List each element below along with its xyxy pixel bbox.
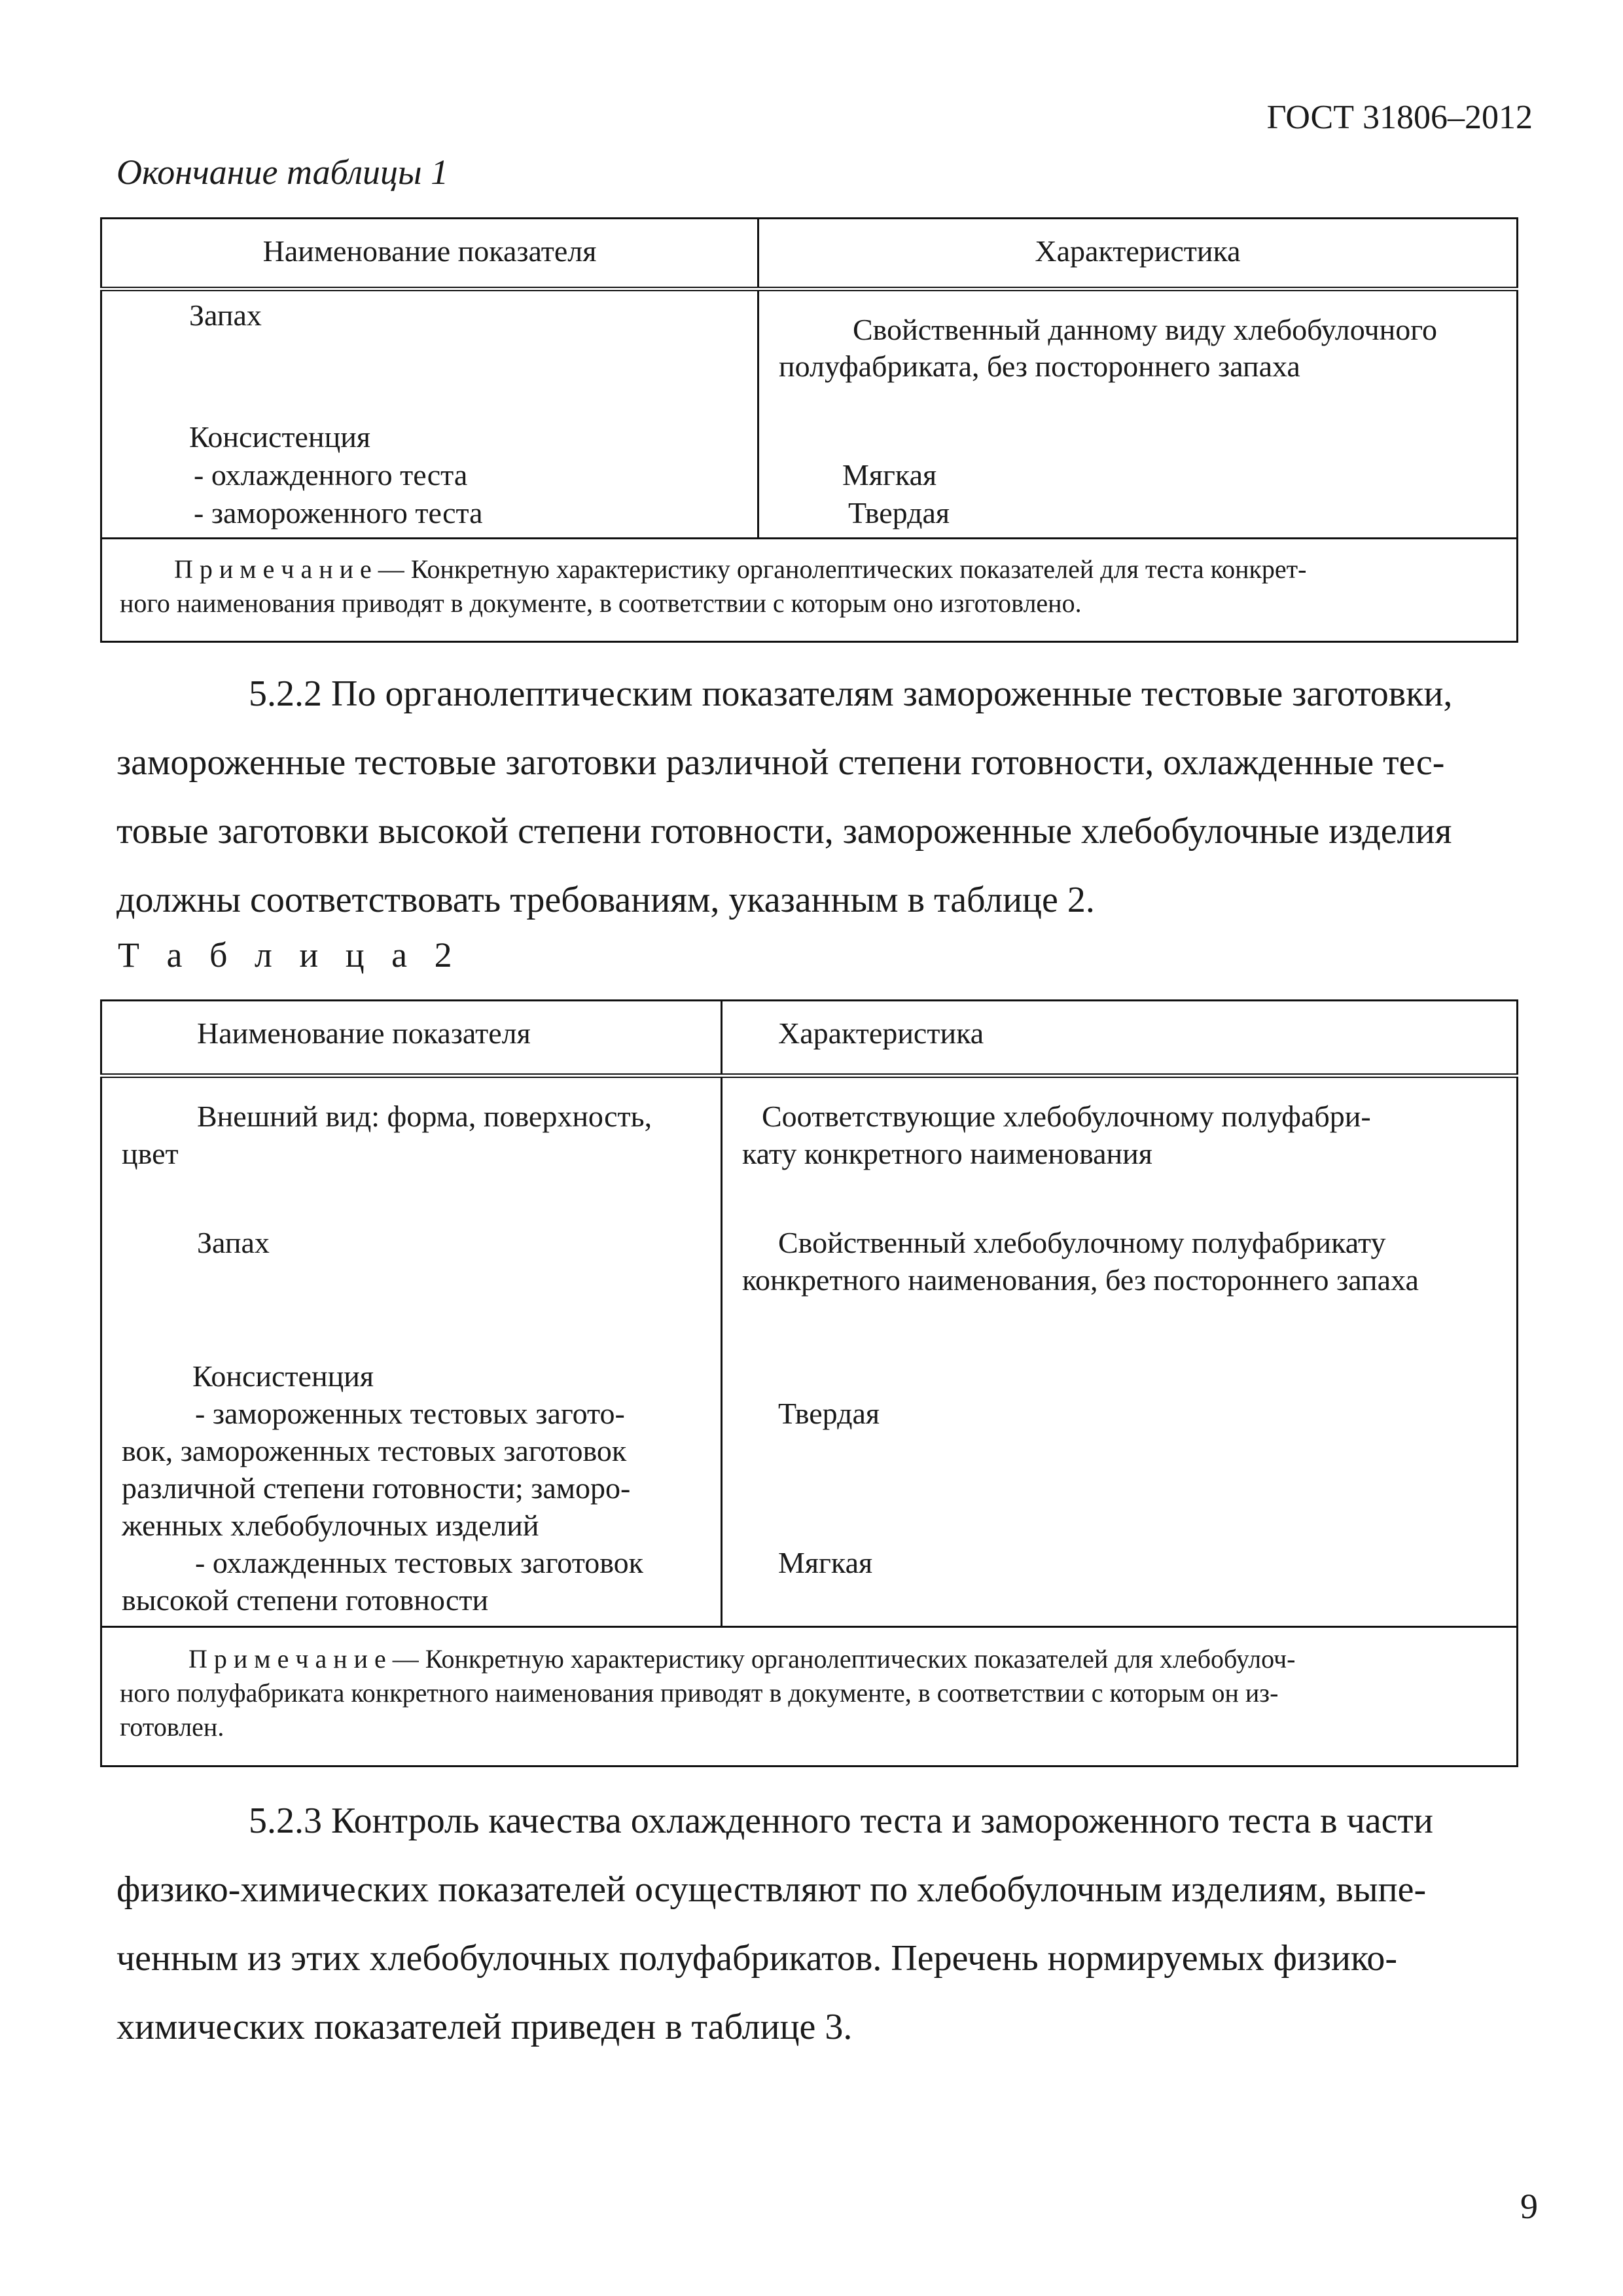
table1-values-cell [758, 289, 1518, 539]
table1-header-characteristic: Характеристика [758, 219, 1518, 289]
para-522-line: товые заготовки высокой степени готовности, замороженные хлебобулочные изделия [116, 811, 1452, 852]
table2-names-cell [101, 1076, 722, 1627]
table2-note-text-2: ного полуфабриката конкретного наименования приводят в документе, в соответствии с которым он из- [120, 1678, 1279, 1708]
document-code: ГОСТ 31806–2012 [1266, 99, 1533, 136]
table1-smell-value-2: полуфабриката, без постороннего запаха [779, 350, 1300, 383]
table2-caption: Т а б л и ц а 2 [118, 935, 461, 975]
table2-values-cell [722, 1076, 1518, 1627]
table1-chilled-value: Мягкая [842, 458, 937, 492]
table2-frozen-2: вок, замороженных тестовых заготовок [122, 1434, 627, 1467]
table1-names-cell [101, 289, 758, 539]
table1-frozen-value: Твердая [848, 496, 950, 529]
table2-header-row [101, 1001, 1518, 1076]
table1-header-name: Наименование показателя [101, 219, 758, 289]
table2-header-name: Наименование показателя [101, 1001, 722, 1076]
table2-consistency: Консистенция [192, 1359, 374, 1393]
table1-consistency: Консистенция [189, 420, 370, 454]
para-522-line: 5.2.2 По органолептическим показателям замороженные тестовые заготовки, [249, 673, 1453, 714]
para-523-line: химических показателей приведен в таблице 3. [116, 2007, 853, 2047]
table2-frozen-1: - замороженных тестовых загото- [195, 1397, 625, 1430]
table1-note-lead: П р и м е ч а н и е — [174, 554, 404, 584]
table2-frozen-value: Твердая [778, 1397, 880, 1430]
table2-smell-value-1: Свойственный хлебобулочному полуфабрикату [778, 1226, 1386, 1259]
table1-smell-value-1: Свойственный данному виду хлебобулочного [853, 313, 1438, 346]
page-number: 9 [1520, 2187, 1538, 2226]
table2-header-characteristic: Характеристика [722, 1001, 1518, 1076]
para-522-line: замороженные тестовые заготовки различной степени готовности, охлажденные тес- [116, 742, 1445, 783]
table1-note-text-2: ного наименования приводят в документе, в соответствии с которым оно изготовлено. [120, 588, 1082, 618]
paragraph-5-2-2 [116, 660, 1538, 935]
table2-note [101, 1627, 1518, 1767]
table1-frozen: - замороженного теста [194, 496, 483, 529]
table1 [100, 217, 1518, 643]
table2-appearance-1: Внешний вид: форма, поверхность, [197, 1100, 652, 1133]
table1-note [101, 539, 1518, 642]
table1-note-row [101, 539, 1518, 642]
table1-note-text-1: Конкретную характеристику органолептических показателей для теста конкрет- [410, 554, 1307, 584]
table2-smell-value-2: конкретного наименования, без постороннего запаха [742, 1263, 1419, 1297]
table2-smell: Запах [197, 1226, 270, 1259]
para-523-line: 5.2.3 Контроль качества охлажденного теста и замороженного теста в части [249, 1801, 1433, 1841]
table2-chilled-value: Мягкая [778, 1546, 873, 1579]
table2-body-row [101, 1076, 1518, 1627]
para-523-line: ченным из этих хлебобулочных полуфабрикатов. Перечень нормируемых физико- [116, 1938, 1397, 1979]
table1-header-row [101, 219, 1518, 289]
table2-note-row [101, 1627, 1518, 1767]
table1-body-row [101, 289, 1518, 539]
table1-chilled: - охлажденного теста [194, 458, 468, 492]
table2-appearance-value-1: Соответствующие хлебобулочному полуфабри- [762, 1100, 1371, 1133]
table2-chilled-2: высокой степени готовности [122, 1583, 489, 1617]
table2-appearance-value-2: кату конкретного наименования [742, 1137, 1152, 1170]
table2-frozen-4: женных хлебобулочных изделий [122, 1509, 539, 1542]
table2-note-lead: П р и м е ч а н и е — [188, 1644, 419, 1674]
table2-chilled-1: - охлажденных тестовых заготовок [195, 1546, 643, 1579]
paragraph-5-2-3 [116, 1787, 1538, 2062]
table1-caption: Окончание таблицы 1 [116, 152, 449, 192]
table2-note-text-1: Конкретную характеристику органолептических показателей для хлебобулоч- [425, 1644, 1296, 1674]
para-523-line: физико-химических показателей осуществляют по хлебобулочным изделиям, выпе- [116, 1869, 1427, 1910]
table2-appearance-2: цвет [122, 1137, 179, 1170]
para-522-line: должны соответствовать требованиям, указанным в таблице 2. [116, 880, 1095, 920]
table1-smell: Запах [189, 298, 262, 332]
table2 [100, 999, 1518, 1767]
table2-note-text-3: готовлен. [120, 1712, 224, 1742]
table2-frozen-3: различной степени готовности; заморо- [122, 1471, 631, 1505]
